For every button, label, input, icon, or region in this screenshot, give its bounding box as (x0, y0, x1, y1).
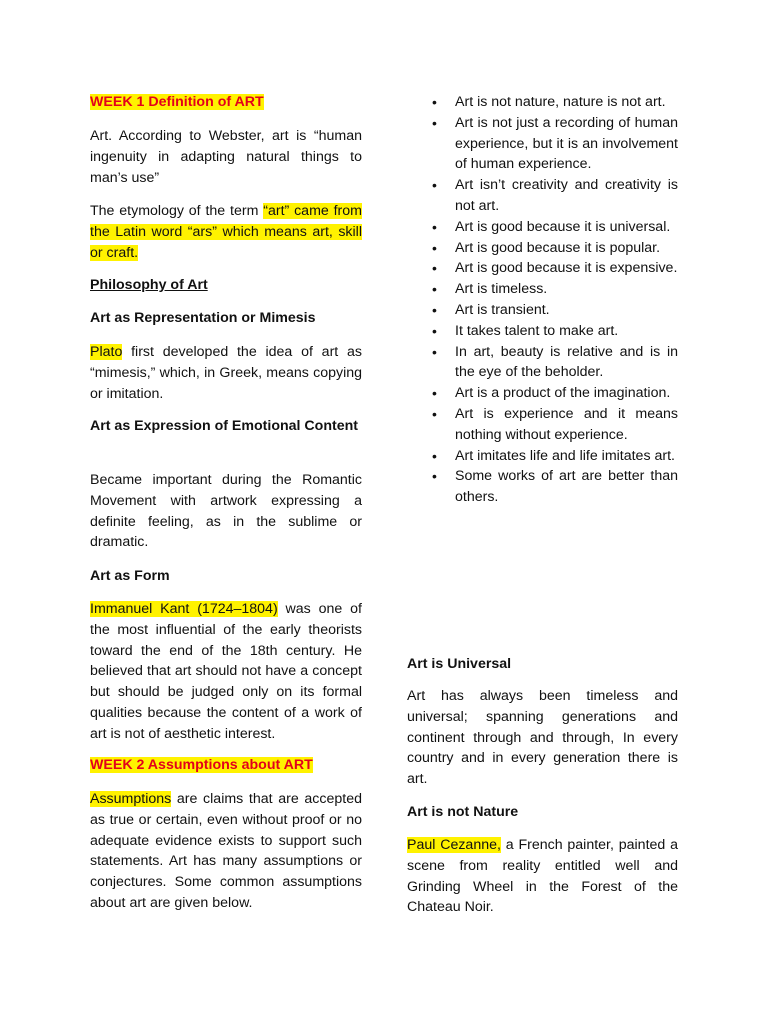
assumptions-bullet-list (407, 92, 678, 508)
list-item: • Art imitates life and life imitates art. (407, 446, 678, 467)
list-item: • Art is good because it is universal. (407, 217, 678, 238)
cezanne-paragraph: Paul Cezanne, a French painter, painted a scene from reality entitled well and Grinding Wheel in the Forest of the Chateau Noir. (407, 837, 678, 916)
list-item: • Some works of art are better than others. (407, 466, 678, 508)
etymology-paragraph: The etymology of the term “art” came from the Latin word “ars” which means art, skill or craft. (90, 203, 362, 261)
list-item: • Art isn’t creativity and creativity is not art. (407, 175, 678, 217)
form-heading: Art as Form (90, 568, 170, 584)
universal-heading: Art is Universal (407, 656, 512, 672)
cezanne-highlight: Paul Cezanne, (407, 837, 501, 853)
assumptions-highlight: Assumptions (90, 791, 172, 807)
list-item: • Art is a product of the imagination. (407, 383, 678, 404)
expression-heading: Art as Expression of Emotional Content (90, 418, 359, 434)
week2-heading: WEEK 2 Assumptions about ART (90, 757, 313, 773)
plato-highlight: Plato (90, 344, 123, 360)
universal-paragraph: Art has always been timeless and universal; spanning generations and continent through and through, In every country and in every generation there is art. (407, 688, 678, 788)
week1-heading: WEEK 1 Definition of ART (90, 94, 264, 110)
list-item: • In art, beauty is relative and is in the eye of the beholder. (407, 342, 678, 384)
assumptions-paragraph: Assumptions are claims that are accepted as true or certain, even without proof or no adequate evidence exists to support such statements. Art has many assumptions or conjectures. Some common assumptions about art are given below. (90, 791, 362, 911)
list-item: • Art is not nature, nature is not art. (407, 92, 678, 113)
kant-paragraph: Immanuel Kant (1724–1804) was one of the most influential of the early theorists toward the end of the 18th century. He believed that art should not have a concept but should be judged only on its formal qualities because the content of a work of art is not of aesthetic interest. (90, 601, 362, 742)
list-item: • Art is not just a recording of human experience, but it is an involvement of human experience. (407, 113, 678, 175)
list-item: • Art is good because it is expensive. (407, 258, 678, 279)
not-nature-heading: Art is not Nature (407, 804, 519, 820)
philosophy-heading: Philosophy of Art (90, 277, 208, 293)
plato-paragraph: Plato first developed the idea of art as “mimesis,” which, in Greek, means copying or imitation. (90, 344, 362, 402)
kant-highlight: Immanuel Kant (1724–1804) (90, 601, 278, 617)
romantic-paragraph: Became important during the Romantic Movement with artwork expressing a definite feeling, as in the sublime or dramatic. (90, 472, 362, 551)
webster-definition: Art. According to Webster, art is “human ingenuity in adapting natural things to man’s use” (90, 128, 362, 186)
mimesis-heading: Art as Representation or Mimesis (90, 310, 316, 326)
list-item: • It takes talent to make art. (407, 321, 678, 342)
list-item: • Art is timeless. (407, 279, 678, 300)
list-item: • Art is good because it is popular. (407, 238, 678, 259)
etymology-highlight: “art” came from the Latin word “ars” which means art, skill or craft. (90, 203, 362, 261)
list-item: • Art is experience and it means nothing without experience. (407, 404, 678, 446)
list-item: • Art is transient. (407, 300, 678, 321)
